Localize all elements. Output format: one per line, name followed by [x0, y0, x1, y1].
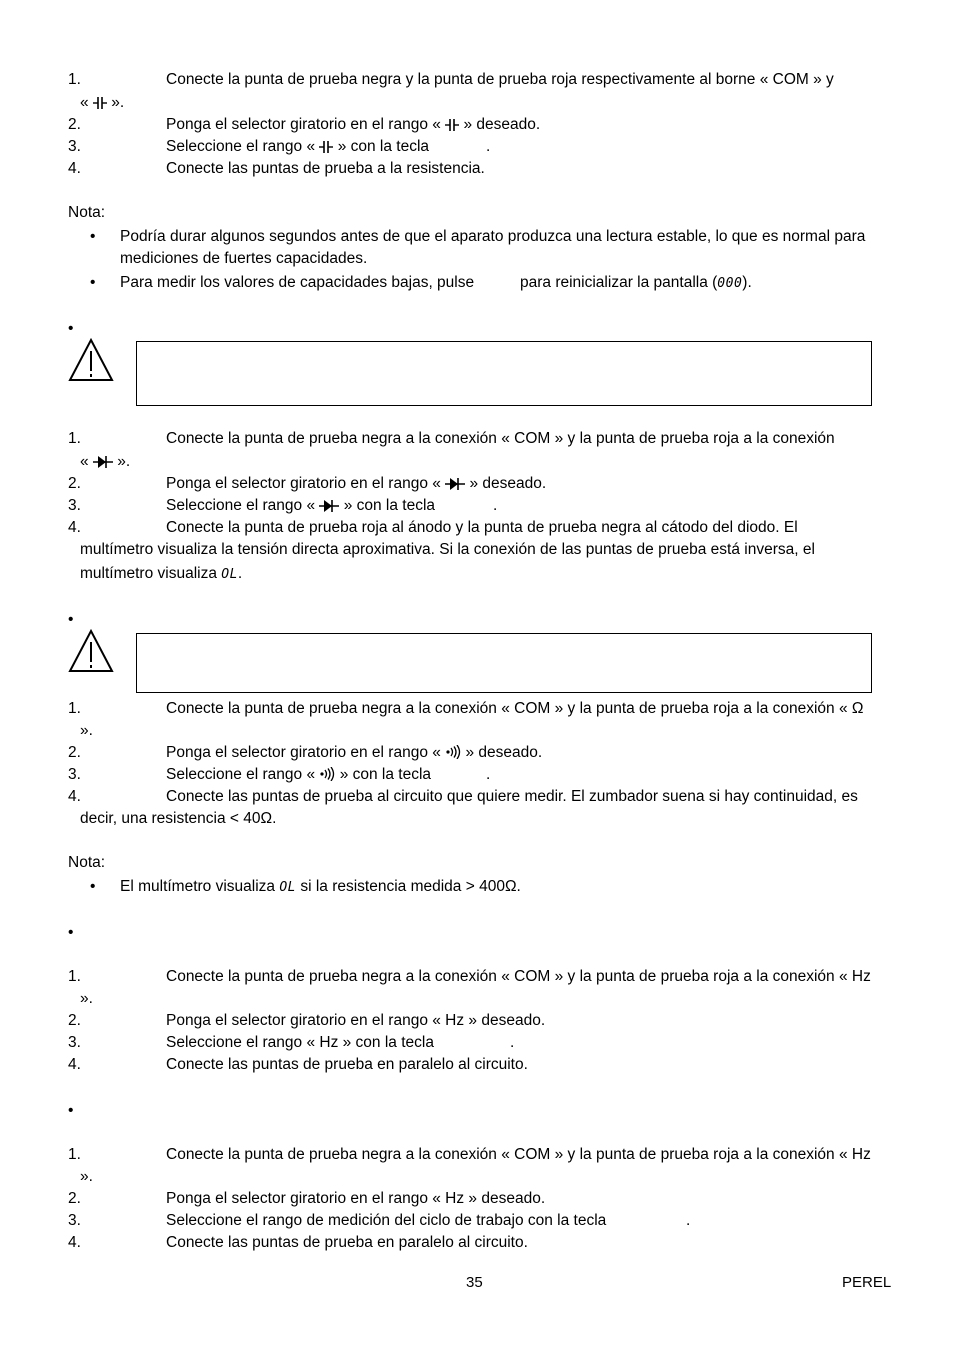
continuity-step-3-end: .	[486, 766, 491, 783]
continuity-step-2-number: 2.	[68, 744, 81, 761]
frequency-section-bullet: •	[68, 924, 74, 941]
frequency-step-2-text: Ponga el selector giratorio en el rango « Hz » deseado.	[166, 1012, 546, 1029]
duty-section-bullet: •	[68, 1102, 74, 1119]
cap-step-3-number: 3.	[68, 138, 81, 155]
lcd-readout: OL	[221, 567, 238, 582]
continuity-note-text: El multímetro visualiza OL si la resistencia medida > 400Ω.	[120, 878, 521, 895]
capacitor-icon	[93, 97, 107, 109]
duty-step-4-number: 4.	[68, 1234, 81, 1251]
cap-note-1-line-2: mediciones de fuertes capacidades.	[120, 250, 368, 267]
diode-step-3-number: 3.	[68, 497, 81, 514]
frequency-step-1-text: Conecte la punta de prueba negra a la conexión « COM » y la punta de prueba roja a la conexión « Hz	[166, 968, 871, 985]
frequency-step-4-number: 4.	[68, 1056, 81, 1073]
cap-step-2-text: Ponga el selector giratorio en el rango « » deseado.	[166, 116, 541, 133]
continuity-step-3-text: Seleccione el rango « » con la tecla	[166, 766, 432, 783]
duty-step-3-text: Seleccione el rango de medición del ciclo de trabajo con la tecla	[166, 1212, 607, 1229]
cap-note-1-bullet: •	[90, 228, 96, 245]
frequency-step-3-text: Seleccione el rango « Hz » con la tecla	[166, 1034, 434, 1051]
diode-step-3-end: .	[493, 497, 498, 514]
duty-step-3-number: 3.	[68, 1212, 81, 1229]
duty-step-4-text: Conecte las puntas de prueba en paralelo al circuito.	[166, 1234, 528, 1251]
diode-icon	[319, 500, 339, 512]
duty-step-1-text: Conecte la punta de prueba negra a la conexión « COM » y la punta de prueba roja a la conexión « Hz	[166, 1146, 871, 1163]
diode-step-2-text: Ponga el selector giratorio en el rango « » deseado.	[166, 475, 547, 492]
continuity-warning-box	[136, 633, 872, 693]
duty-step-1-continuation: ».	[80, 1168, 93, 1185]
duty-step-2-text: Ponga el selector giratorio en el rango « Hz » deseado.	[166, 1190, 546, 1207]
duty-step-1-number: 1.	[68, 1146, 81, 1163]
lcd-readout: 000	[717, 276, 743, 291]
cap-note-2-text: Para medir los valores de capacidades bajas, pulse	[120, 274, 475, 291]
continuity-step-4-line-2: decir, una resistencia < 40Ω.	[80, 810, 277, 827]
cap-note-label: Nota:	[68, 204, 106, 221]
continuity-section-bullet: •	[68, 611, 74, 628]
cap-step-1-text: Conecte la punta de prueba negra y la punta de prueba roja respectivamente al borne « COM » y	[166, 71, 834, 88]
frequency-step-1-number: 1.	[68, 968, 81, 985]
cap-note-2-continuation: para reinicializar la pantalla (000).	[520, 274, 752, 291]
cap-step-1-number: 1.	[68, 71, 81, 88]
continuity-note-label: Nota:	[68, 854, 106, 871]
buzzer-icon	[319, 767, 335, 781]
cap-step-4-number: 4.	[68, 160, 81, 177]
cap-step-2-number: 2.	[68, 116, 81, 133]
duty-step-3-end: .	[686, 1212, 691, 1229]
cap-step-1-continuation: « ».	[80, 94, 125, 111]
diode-step-1-text: Conecte la punta de prueba negra a la conexión « COM » y la punta de prueba roja a la conexión	[166, 430, 835, 447]
diode-warning-box	[136, 341, 872, 406]
lcd-readout: OL	[279, 880, 297, 895]
continuity-step-2-text: Ponga el selector giratorio en el rango « » deseado.	[166, 744, 543, 761]
warning-triangle-icon	[68, 338, 114, 382]
frequency-step-3-number: 3.	[68, 1034, 81, 1051]
frequency-step-1-continuation: ».	[80, 990, 93, 1007]
frequency-step-3-end: .	[510, 1034, 515, 1051]
cap-step-3-text: Seleccione el rango « » con la tecla	[166, 138, 430, 155]
footer-brand: PEREL	[842, 1274, 892, 1291]
capacitor-icon	[319, 141, 333, 153]
continuity-step-1-text: Conecte la punta de prueba negra a la conexión « COM » y la punta de prueba roja a la conexión « Ω	[166, 700, 864, 717]
frequency-step-2-number: 2.	[68, 1012, 81, 1029]
diode-step-2-number: 2.	[68, 475, 81, 492]
cap-step-4-text: Conecte las puntas de prueba a la resistencia.	[166, 160, 485, 177]
cap-step-3-end: .	[486, 138, 491, 155]
diode-step-1-number: 1.	[68, 430, 81, 447]
buzzer-icon	[445, 745, 461, 759]
cap-note-2-bullet: •	[90, 274, 96, 291]
duty-step-2-number: 2.	[68, 1190, 81, 1207]
continuity-step-4-number: 4.	[68, 788, 81, 805]
continuity-step-1-continuation: ».	[80, 722, 93, 739]
diode-step-1-continuation: « ».	[80, 453, 131, 470]
diode-section-bullet: •	[68, 320, 74, 337]
diode-icon	[445, 478, 465, 490]
diode-step-4-line-2: multímetro visualiza la tensión directa aproximativa. Si la conexión de las puntas de prueba está inversa, el	[80, 541, 815, 558]
diode-step-3-text: Seleccione el rango « » con la tecla	[166, 497, 436, 514]
cap-note-1-line-1: Podría durar algunos segundos antes de que el aparato produzca una lectura estable, lo que es normal para	[120, 228, 866, 245]
warning-triangle-icon	[68, 629, 114, 673]
frequency-step-4-text: Conecte las puntas de prueba en paralelo al circuito.	[166, 1056, 528, 1073]
continuity-step-1-number: 1.	[68, 700, 81, 717]
continuity-note-bullet: •	[90, 878, 96, 895]
diode-step-4-line-3: multímetro visualiza OL.	[80, 565, 243, 582]
diode-icon	[93, 456, 113, 468]
page-number: 35	[466, 1274, 483, 1291]
diode-step-4-line-1: Conecte la punta de prueba roja al ánodo y la punta de prueba negra al cátodo del diodo. El	[166, 519, 798, 536]
continuity-step-3-number: 3.	[68, 766, 81, 783]
capacitor-icon	[445, 119, 459, 131]
continuity-step-4-line-1: Conecte las puntas de prueba al circuito que quiere medir. El zumbador suena si hay continuidad, es	[166, 788, 858, 805]
diode-step-4-number: 4.	[68, 519, 81, 536]
